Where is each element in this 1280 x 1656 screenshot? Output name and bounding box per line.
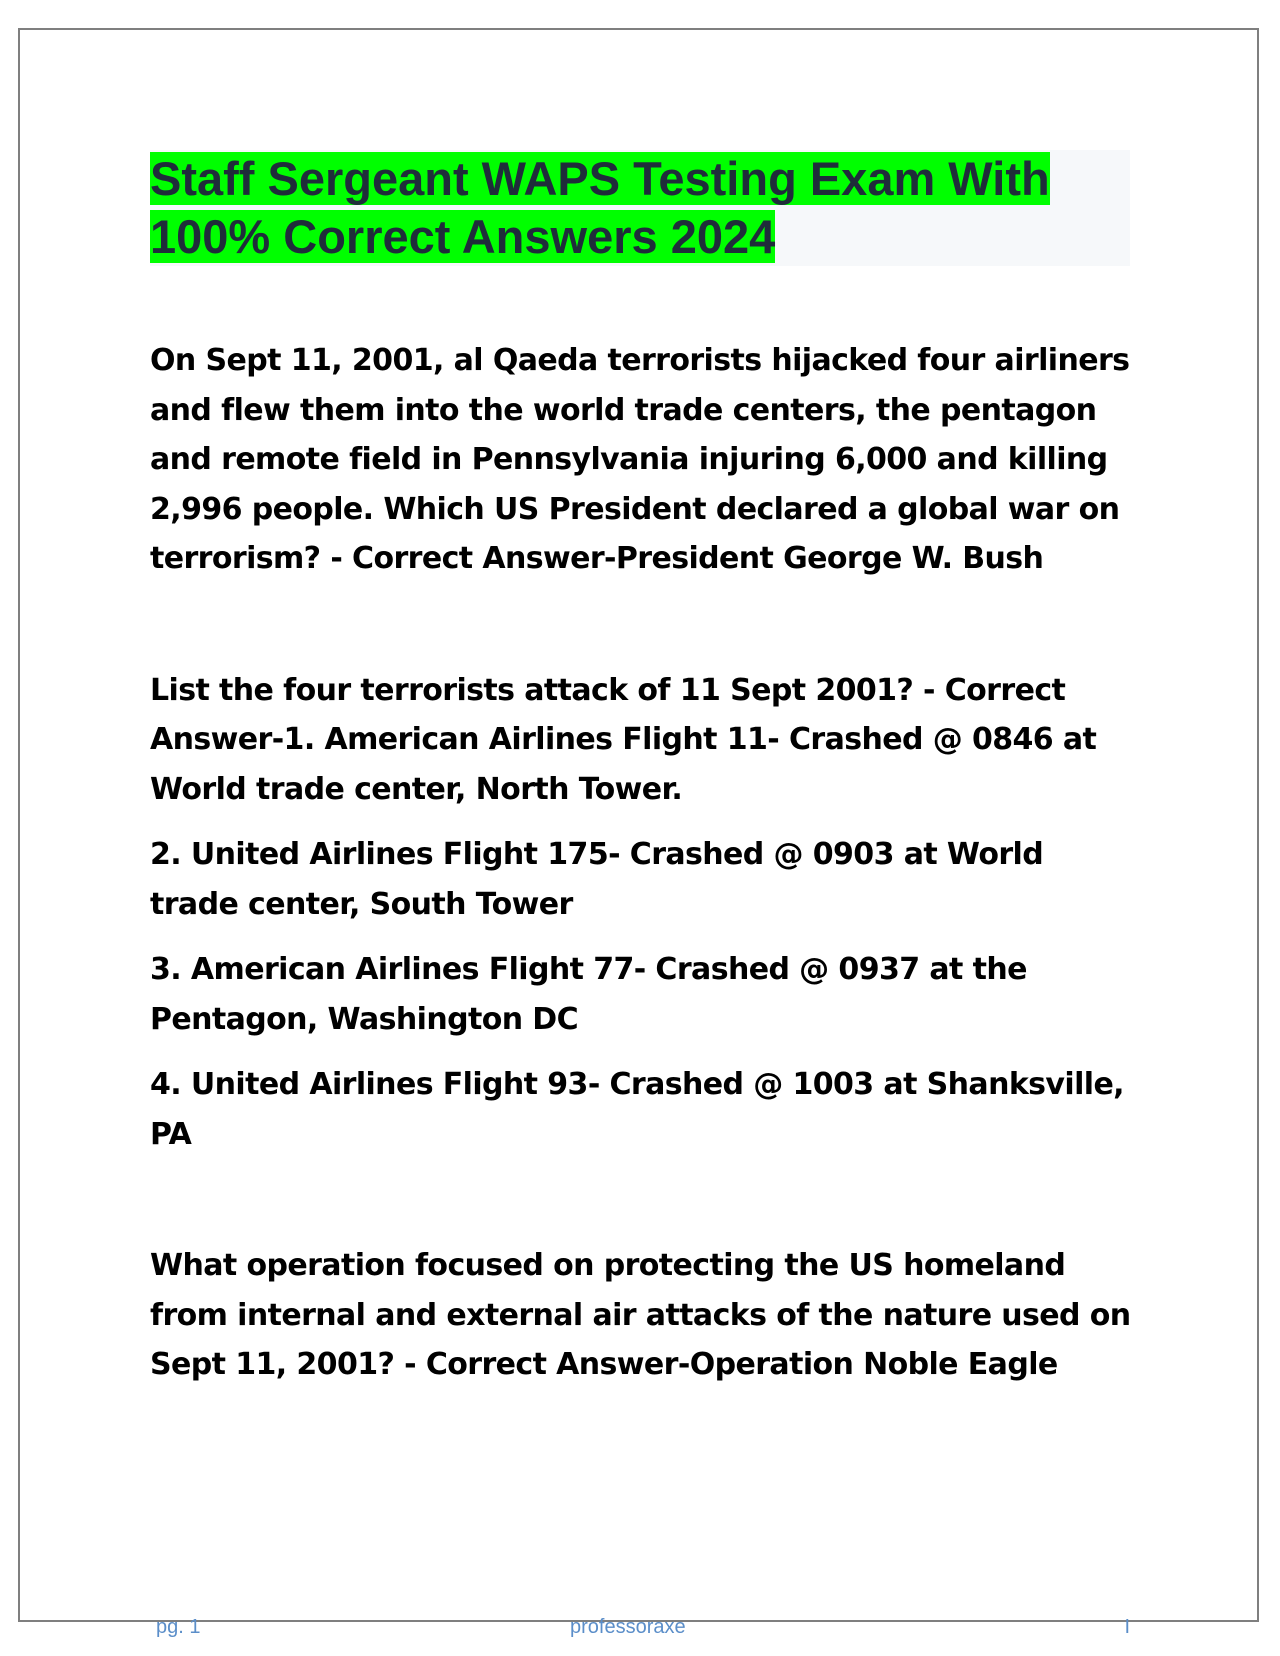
question-2-item-2: 2. United Airlines Flight 175- Crashed @ 0903 at World trade center, South Tower	[150, 837, 1044, 922]
page-footer	[150, 1616, 1130, 1640]
footer-right-mark: I	[1124, 1616, 1130, 1638]
title-block	[150, 150, 1130, 266]
title-line-1: Staff Sergeant WAPS Testing Exam With	[150, 152, 1050, 205]
question-2-item-3: 3. American Airlines Flight 77- Crashed @ 0937 at the Pentagon, Washington DC	[150, 952, 1027, 1037]
question-3: What operation focused on protecting the US homeland from internal and external air attacks of the nature used on Sept 11, 2001? - Correct Answer-Operation Noble Eagle	[150, 1248, 1131, 1382]
footer-page-number: pg. 1	[156, 1616, 201, 1638]
title-line-2: 100% Correct Answers 2024	[150, 210, 776, 263]
footer-author: professoraxe	[570, 1616, 686, 1638]
question-1: On Sept 11, 2001, al Qaeda terrorists hijacked four airliners and flew them into the world trade centers, the pentagon and remote field in Pennsylvania injuring 6,000 and killing 2,996 people. Which US President declared a global war on terrorism? - Correct Answer-President George W. Bush	[150, 343, 1130, 576]
document-title	[150, 150, 1130, 266]
question-2: List the four terrorists attack of 11 Sept 2001? - Correct Answer-1. American Airlines Flight 11- Crashed @ 0846 at World trade center, North Tower.	[150, 672, 1097, 807]
document-body	[150, 336, 1140, 1390]
question-2-item-4: 4. United Airlines Flight 93- Crashed @ 1003 at Shanksville, PA	[150, 1067, 1124, 1152]
